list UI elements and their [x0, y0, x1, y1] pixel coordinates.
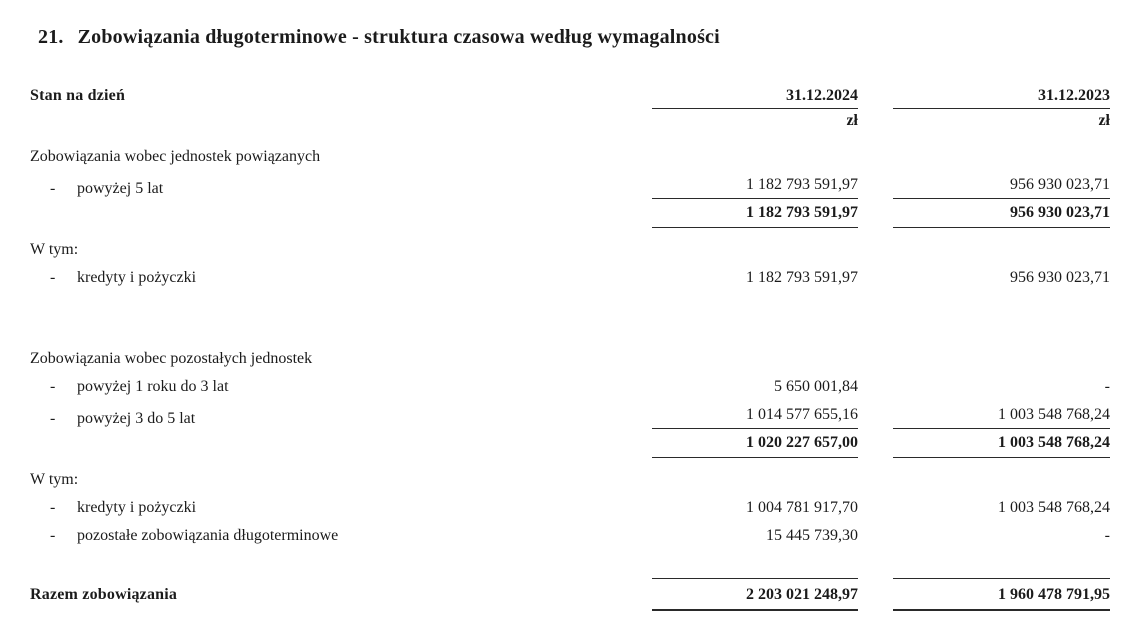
header-date-2024: 31.12.2024	[652, 87, 858, 109]
note-row	[30, 239, 1110, 260]
row-label: - pozostałe zobowiązania długoterminowe	[50, 527, 339, 544]
section-row	[30, 348, 1110, 369]
row-label: - powyżej 1 roku do 3 lat	[50, 378, 229, 395]
list-dash: -	[50, 269, 56, 286]
value-2023: -	[1104, 378, 1110, 395]
value-2023: 956 930 023,71	[1010, 269, 1110, 286]
value-2024: 5 650 001,84	[774, 378, 858, 395]
note-row	[30, 469, 1110, 490]
note-label: W tym:	[30, 471, 79, 488]
row-label: - powyżej 3 do 5 lat	[50, 410, 196, 427]
section-label: Zobowiązania wobec pozostałych jednostek	[30, 350, 313, 367]
unit-2024: zł	[846, 112, 858, 129]
total-2024: 2 203 021 248,97	[652, 578, 858, 611]
subtotal-2024: 1 182 793 591,97	[652, 199, 858, 228]
list-dash: -	[50, 180, 56, 197]
note-label: W tym:	[30, 241, 79, 258]
row-label: - kredyty i pożyczki	[50, 269, 197, 286]
note-title-text: Zobowiązania długoterminowe - struktura czasowa według wymagalności	[77, 26, 720, 48]
subtotal-2024: 1 020 227 657,00	[652, 429, 858, 458]
item-row	[30, 174, 1110, 199]
item-row	[30, 376, 1110, 397]
row-label: - powyżej 5 lat	[50, 180, 164, 197]
value-2024: 1 182 793 591,97	[652, 174, 858, 199]
note-number: 21.	[38, 26, 64, 48]
value-2023: 1 003 548 768,24	[893, 404, 1110, 429]
value-2024: 1 004 781 917,70	[746, 499, 858, 516]
unit-2023: zł	[1098, 112, 1110, 129]
subtotal-2023: 1 003 548 768,24	[893, 429, 1110, 458]
subtotal-row	[30, 199, 1110, 228]
section-label: Zobowiązania wobec jednostek powiązanych	[30, 148, 321, 165]
total-label: Razem zobowiązania	[30, 586, 178, 603]
value-2023: 1 003 548 768,24	[998, 499, 1110, 516]
table-header-row	[30, 87, 1110, 109]
table-unit-row	[30, 109, 1110, 130]
subtotal-2023: 956 930 023,71	[893, 199, 1110, 228]
subtotal-row	[30, 429, 1110, 458]
value-2024: 1 014 577 655,16	[652, 404, 858, 429]
total-2023: 1 960 478 791,95	[893, 578, 1110, 611]
list-dash: -	[50, 499, 56, 516]
list-dash: -	[50, 527, 56, 544]
value-2024: 15 445 739,30	[766, 527, 858, 544]
value-2024: 1 182 793 591,97	[746, 269, 858, 286]
item-row	[30, 267, 1110, 288]
row-label: - kredyty i pożyczki	[50, 499, 197, 516]
list-dash: -	[50, 410, 56, 427]
header-label: Stan na dzień	[30, 87, 126, 104]
section-row	[30, 146, 1110, 167]
item-row	[30, 525, 1110, 546]
page-title	[38, 26, 1110, 49]
header-date-2023: 31.12.2023	[893, 87, 1110, 109]
item-row	[30, 404, 1110, 429]
total-row	[30, 578, 1110, 611]
value-2023: 956 930 023,71	[893, 174, 1110, 199]
liabilities-table	[30, 87, 1110, 611]
value-2023: -	[1104, 527, 1110, 544]
item-row	[30, 497, 1110, 518]
list-dash: -	[50, 378, 56, 395]
